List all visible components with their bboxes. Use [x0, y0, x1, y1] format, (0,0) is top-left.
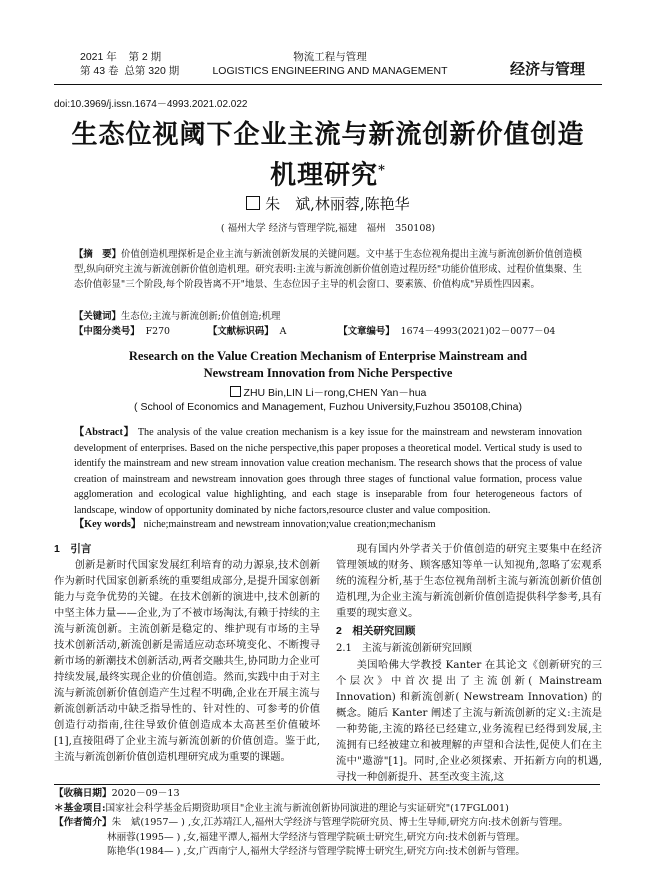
affiliation: ( 福州大学 经济与管理学院,福建 福州 350108): [220, 223, 436, 234]
english-author-names: ZHU Bin,LIN Li－rong,CHEN Yan－hua: [243, 387, 427, 399]
section-2-heading: 2 相关研究回顾: [336, 625, 416, 637]
keywords-en-text: niche;mainstream and newstream innovation;value creation;mechanism: [143, 519, 436, 530]
author-intro-2: 林丽蓉(1995— ) ,女,福建平潭人,福州大学经济与管理学院硕士研究生,研究方向:技术创新与管理。: [107, 831, 525, 843]
paper-title: [54, 117, 602, 194]
journal-name: [190, 50, 470, 78]
keywords-en: [74, 517, 582, 533]
footnote: [54, 787, 614, 860]
author-intro-label: 【作者简介】: [54, 817, 112, 828]
abstract-cn: [74, 247, 582, 292]
doi: doi:10.3969/j.issn.1674－4993.2021.02.022: [54, 99, 248, 110]
header-year: 2021 年: [80, 51, 117, 63]
keywords-cn-text: 生态位;主流与新流创新;价值创造;机理: [120, 311, 281, 322]
section-name: 经济与管理: [510, 61, 586, 78]
abstract-cn-text: 价值创造机理探析是企业主流与新流创新发展的关键问题。文中基于生态位视角提出主流与新流创新价值创造模型,纵向研究主流与新流创新价值创造机理。研究表明:主流与新流创新价值创造过程历经"功能价值形成、过程价值集聚、生态价值彰显"三个阶段,每个阶段皆离不开"地景、生态位因子主导的机会窗口、要素簇、价值构成"异质性四因素。: [74, 249, 582, 290]
square-marker-icon: [230, 386, 241, 397]
english-authors: [54, 385, 602, 400]
title-line-1: 生态位视阈下企业主流与新流创新价值创造: [71, 120, 585, 150]
abstract-en-text: The analysis of the value creation mechanism is a key issue for the mainstream and newsteram innovation development of enterprises. Based on the niche perspective,this paper proposes a theoretical model. Vertical study is used to identify the mainstream and new stream innovation value creation mechanism. The research shows that the process of value creation of mainstream and newstream innovation goes through three stages of functional value formation, process value agglomeration and ecological value highlighting, and each stage is inseparable from four heterogeneous factors of landscape, window of opportunity dominated by niche factors,resource cluster and value composition.: [74, 427, 582, 516]
left-column: [54, 557, 320, 765]
header-volume: 第 43 卷: [80, 65, 119, 77]
doc-code-label: 【文献标识码】: [208, 326, 274, 337]
title-footnote-mark: *: [378, 163, 386, 178]
article-no-value: 1674－4993(2021)02－0077－04: [400, 326, 556, 337]
author-intro-3: 陈艳华(1984— ) ,女,广西南宁人,福州大学经济与管理学院博士研究生,研究方向:技术创新与管理。: [107, 846, 525, 857]
section-1-heading: 1 引言: [54, 543, 92, 555]
header-total-issue: 总第 320 期: [124, 65, 180, 77]
clc-label: 【中图分类号】: [74, 326, 140, 337]
keywords-en-label: 【Key words】: [74, 519, 142, 530]
issue-info: [80, 50, 200, 78]
header-issue: 第 2 期: [128, 51, 162, 63]
received-date: 2020－09－13: [111, 788, 180, 799]
title-line-2: 机理研究: [270, 160, 379, 191]
clc-value: F270: [145, 326, 171, 337]
english-title-line-2: Newstream Innovation from Niche Perspective: [203, 366, 453, 380]
abstract-en-label: 【Abstract】: [74, 427, 135, 438]
journal-name-en: LOGISTICS ENGINEERING AND MANAGEMENT: [212, 65, 448, 77]
fund-label: ＊基金项目:: [54, 802, 106, 814]
paragraph: 美国哈佛大学教授 Kanter 在其论文《创新研究的三个层次》中首次提出了主流创新( Mainstream Innovation) 和新流创新( Newstream Innovation) 的概念。随后 Kanter 阐述了主流与新流创新的定义:主流是一种势能,主流的路径已经建立,业务流程已经得到发展,主流拥有已经被建立和被理解的声望和合法性,促使人们在主流中"遨游"[1]。同时,企业必须探索、开拓新方向的机遇,寻找一种创新提升、甚至改变主流,这: [336, 659, 602, 783]
abstract-en: [74, 425, 582, 519]
fund-text: 国家社会科学基金后期资助项目"企业主流与新流创新协同演进的理论与实证研究"(17FGL001): [105, 802, 509, 814]
keywords-cn-label: 【关键词】: [74, 311, 121, 322]
paragraph: 创新是新时代国家发展红利培育的动力源泉,技术创新作为新时代国家创新系统的重要组成部分,是提升国家创新能力与竞争优势的关键。在技术创新的演进中,技术创新的中坚主体力量——企业,为了不被市场淘汰,有赖于持续的主流与新流创新。主流创新是稳定的、维护现有市场的主导技术创新活动,新流创新是需适应动态环境变化、不断搜寻新市场的新潮技术创新活动,两者交融共生,协同助力企业可持续发展,最终实现企业的价值创造。然而,实践中由于对主流与新流创新价值创造产生过程不明确,企业在开展主流与新流创新活动中缺乏指导性的、针对性的、可参考的价值创造行动指南,往往导致价值创造成本太高甚至价值破坏[1],直接阻碍了企业主流与新流创新的价值创造。鉴于此,主流与新流创新价值创造机理研究成为重要的课题。: [54, 559, 320, 763]
english-title-line-1: Research on the Value Creation Mechanism of Enterprise Mainstream and: [128, 349, 528, 363]
header-rule: [54, 84, 602, 85]
english-title: [54, 348, 602, 382]
paragraph: 现有国内外学者关于价值创造的研究主要集中在经济管理领域的财务、顾客感知等单一认知视角,忽略了宏观系统的流程分析,基于生态位视角剖析主流与新流创新价值创造机理,为企业主流与新流创新价值创造提供科学参考,具有重要的现实意义。: [336, 543, 602, 619]
right-column: [336, 541, 602, 785]
journal-name-cn: 物流工程与管理: [293, 51, 367, 63]
article-no-label: 【文章编号】: [338, 326, 395, 337]
doc-code-value: A: [279, 326, 287, 337]
abstract-cn-label: 【摘 要】: [74, 249, 122, 260]
received-label: 【收稿日期】: [54, 788, 112, 799]
author-names: 朱 斌,林丽蓉,陈艳华: [265, 195, 410, 213]
footnote-rule: [54, 784, 600, 785]
square-marker-icon: [246, 196, 260, 210]
section-2-1-heading: 2.1 主流与新流创新研究回顾: [336, 643, 472, 654]
keywords-cn: [74, 309, 582, 324]
english-affiliation: ( School of Economics and Management, Fuzhou University,Fuzhou 350108,China): [134, 401, 522, 413]
author-intro-1: 朱 斌(1957— ) ,女,江苏靖江人,福州大学经济与管理学院研究员、博士生导师,研究方向:技术创新与管理。: [111, 817, 568, 828]
classification-row: [74, 324, 614, 339]
authors: [54, 193, 602, 214]
